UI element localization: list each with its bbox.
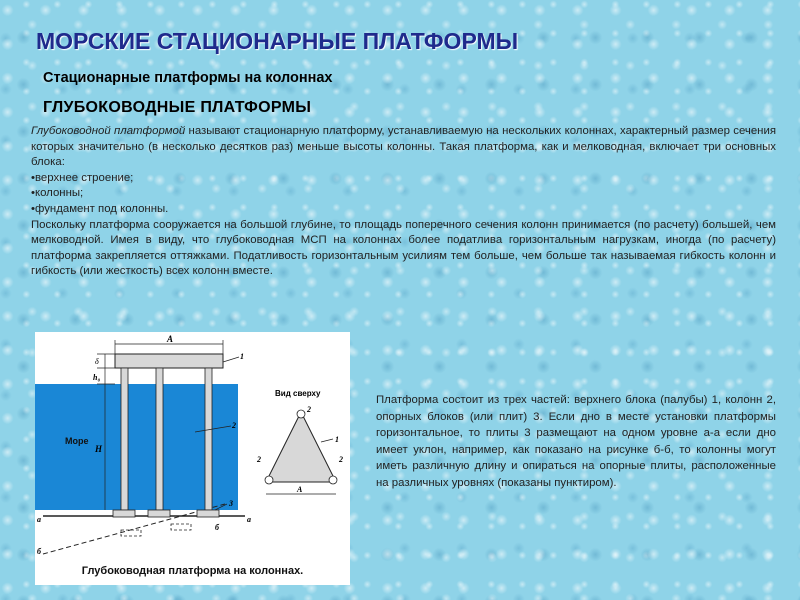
- foundation-block: [113, 510, 135, 517]
- column: [205, 368, 212, 510]
- foundation-block-alt: [121, 530, 141, 536]
- slide-title: МОРСКИЕ СТАЦИОНАРНЫЕ ПЛАТФОРМЫ: [36, 28, 519, 54]
- label-1: 1: [240, 352, 244, 361]
- label-2-right: 2: [339, 455, 343, 464]
- label-top-view: Вид сверху: [275, 389, 321, 398]
- label-2: 2: [232, 421, 236, 430]
- label-delta: δ: [95, 357, 99, 366]
- foundation-block: [197, 510, 219, 517]
- figure-caption: Глубоководная платформа на колоннах.: [81, 565, 304, 577]
- slide-subtitle: Стационарные платформы на колоннах: [43, 70, 333, 86]
- intro-paragraph: [31, 124, 776, 171]
- platform-diagram: [35, 332, 350, 585]
- intro-text: называют стационарную платформу, устанавливаемую на нескольких колоннах, характерный размер сечения которых значительно (в несколько десятков раз) меньше высоты колонны. Такая платформа, как и мелководная, включает три основных блока:: [31, 125, 776, 169]
- deck: [115, 354, 223, 368]
- label-b-left: б: [37, 547, 41, 556]
- bullet-item: •верхнее строение;: [31, 171, 134, 184]
- label-2-top: 2: [307, 405, 311, 414]
- bullet-item: •фундамент под колонны.: [31, 202, 169, 215]
- body-text: [31, 124, 776, 280]
- label-2-left: 2: [257, 455, 261, 464]
- top-view-triangle: [266, 412, 336, 482]
- bullet-item: •колонны;: [31, 187, 84, 200]
- label-a-left: а: [37, 515, 41, 524]
- foundation-block: [148, 510, 170, 517]
- foundation-block-alt: [171, 524, 191, 530]
- label-H: H: [95, 444, 103, 454]
- platform-figure: [35, 332, 350, 585]
- label-A-top: A: [297, 485, 303, 494]
- label-b-right: б: [215, 523, 219, 532]
- label-h0: h₀: [93, 373, 101, 382]
- label-A: A: [167, 334, 174, 344]
- second-paragraph: Поскольку платформа сооружается на большой глубине, то площадь поперечного сечения колонн принимается (по расчету) большей, чем мелководной. Имея в виду, что глубоководная МСП на колоннах более податлива горизонтальным нагрузкам, иногда (по расчету) платформа закрепляется оттяжками. Податливость горизонтальным усилиям тем больше, чем больше так называемая гибкость колонн и гибкость (или жесткость) всех колонн вместе.: [31, 218, 776, 278]
- side-description: Платформа состоит из трех частей: верхнего блока (палубы) 1, колонн 2, опорных блоков (или плит) 3. Если дно в месте установки платформы горизонтальное, то плиты 3 размещают на одном уровне а-а если дно имеет уклон, например, как показано на рисунке б-б, то колонны могут иметь различную длину и опираться на опорные плиты, расположенные на различных уровнях (показаны пунктиром).: [376, 394, 776, 489]
- label-sea: Море: [65, 436, 89, 446]
- column: [121, 368, 128, 510]
- lead-term: Глубоководной платформой: [31, 125, 186, 137]
- section-heading: ГЛУБОКОВОДНЫЕ ПЛАТФОРМЫ: [43, 99, 312, 116]
- label-1-top: 1: [335, 435, 339, 444]
- column: [156, 368, 163, 510]
- label-a-right: а: [247, 515, 251, 524]
- top-view-column: [265, 476, 273, 484]
- label-3: 3: [229, 499, 233, 508]
- top-view-column: [329, 476, 337, 484]
- top-view-column: [297, 410, 305, 418]
